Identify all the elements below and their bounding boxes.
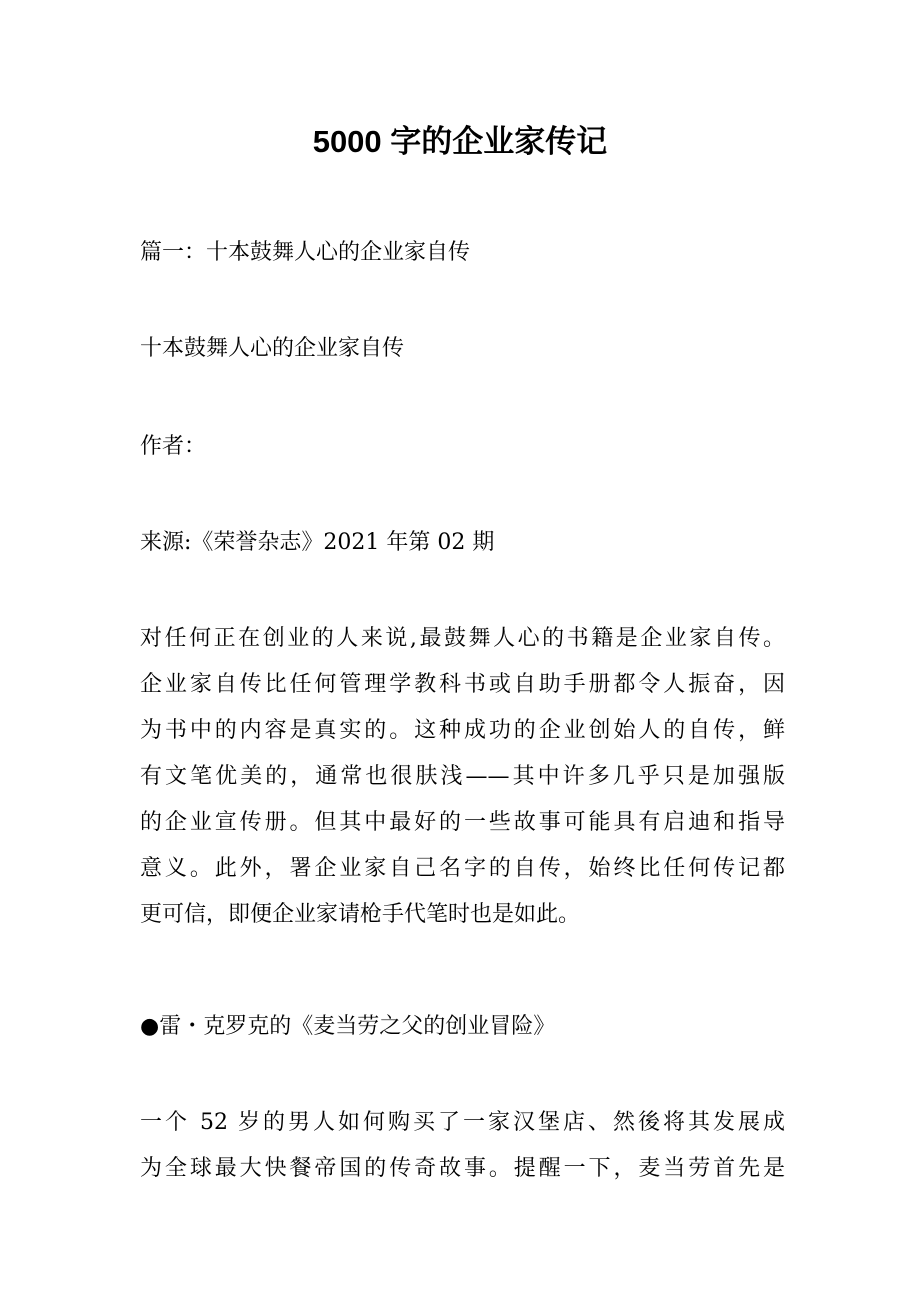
paragraph-line: 对任何正在创业的人来说,最鼓舞人心的书籍是企业家自传。 — [140, 626, 785, 651]
intro-paragraph — [140, 616, 785, 938]
paragraph-line: 为全球最大快餐帝国的传奇故事。提醒一下，麦当劳首先是 — [140, 1156, 785, 1181]
paragraph-line: 更可信，即便企业家请枪手代笔时也是如此。 — [140, 902, 581, 927]
paragraph-line: 有文笔优美的，通常也很肤浅——其中许多几乎只是加强版 — [140, 764, 785, 789]
author-label: 作者： — [140, 434, 207, 459]
paragraph-line: 企业家自传比任何管理学教科书或自助手册都令人振奋，因 — [140, 672, 785, 697]
document-title: 5000 字的企业家传记 — [312, 124, 608, 159]
paragraph-line: 一个 52 岁的男人如何购买了一家汉堡店、然後将其发展成 — [140, 1110, 785, 1135]
book-heading: ●雷・克罗克的《麦当劳之父的创业冒险》 — [140, 1014, 556, 1039]
paragraph-line: 为书中的内容是真实的。这种成功的企业创始人的自传，鲜 — [140, 718, 785, 743]
section-heading: 篇一：十本鼓舞人心的企业家自传 — [140, 240, 471, 265]
paragraph-line: 的企业宣传册。但其中最好的一些故事可能具有启迪和指导 — [140, 810, 785, 835]
source-line: 来源:《荣誉杂志》2021 年第 02 期 — [140, 530, 495, 555]
book-paragraph — [140, 1100, 785, 1192]
paragraph-line: 意义。此外，署企业家自己名字的自传，始终比任何传记都 — [140, 856, 785, 881]
subtitle: 十本鼓舞人心的企业家自传 — [140, 336, 405, 361]
